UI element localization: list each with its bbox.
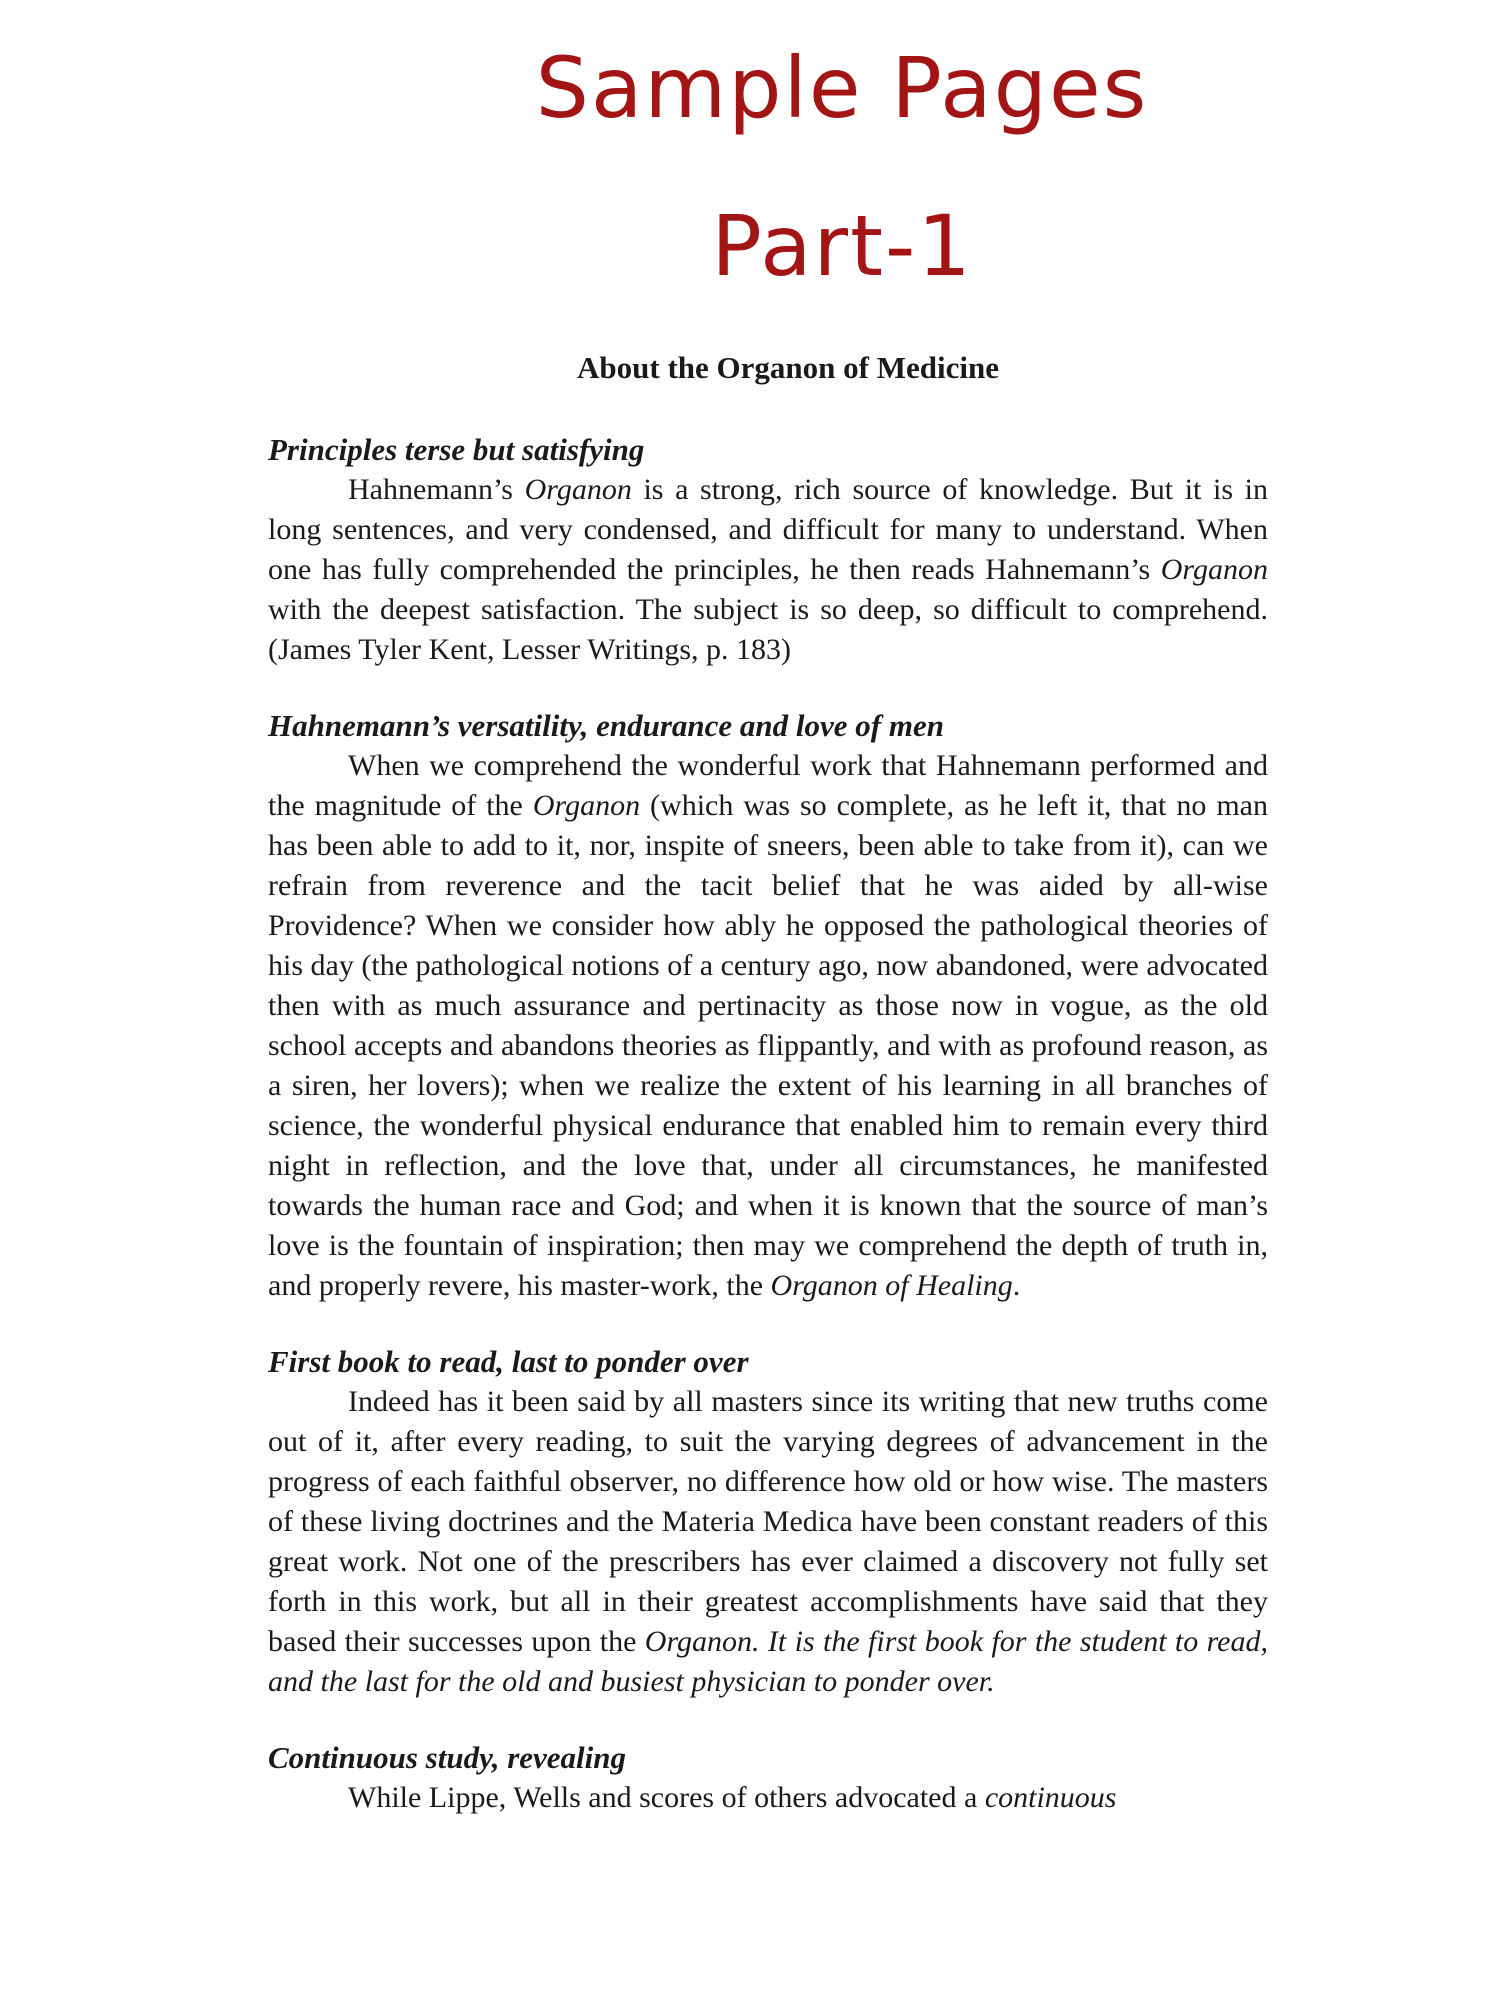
section-paragraph: When we comprehend the wonderful work that Hahnemann performed and the magnitude of the Organon (which was so complete, as he left it, that no man has been able to add to it, nor, inspite of sneers, been able to take from it), can we refrain from reverence and the tacit belief that he was aided by all-wise Providence? When we consider how ably he opposed the pathological theories of his day (the pathological notions of a century ago, now abandoned, were advocated then with as much assurance and pertinacity as those now in vogue, as the old school accepts and abandons theories as flippantly, and with as profound reason, as a siren, her lovers); when we realize the extent of his learning in all branches of science, the wonderful physical endurance that enabled him to remain every third night in reflection, and the love that, under all circumstances, he manifested towards the human race and God; and when it is known that the source of man’s love is the fountain of inspiration; then may we comprehend the depth of truth in, and properly revere, his master-work, the Organon of Healing. [268,749,1268,1302]
section-heading: Principles terse but satisfying [268,432,645,467]
section-versatility [268,706,1268,1306]
section-principles [268,430,1268,670]
section-heading: Continuous study, revealing [268,1740,627,1775]
document-page [268,350,1268,1854]
section-first-book [268,1342,1268,1702]
section-paragraph: Hahnemann’s Organon is a strong, rich source of knowledge. But it is in long sentences, and very condensed, and difficult for many to understand. When one has fully comprehended the principles, he then reads Hahnemann’s Organon with the deepest satisfaction. The subject is so deep, so difficult to comprehend. (James Tyler Kent, Lesser Writings, p. 183) [268,473,1268,666]
document-title: About the Organon of Medicine [577,350,999,385]
section-continuous-study [268,1738,1268,1818]
section-heading: First book to read, last to ponder over [268,1344,749,1379]
section-paragraph: While Lippe, Wells and scores of others advocated a continuous [348,1781,1117,1814]
banner-subtitle: Part-1 [711,197,973,295]
banner-title: Sample Pages [535,39,1149,137]
section-heading: Hahnemann’s versatility, endurance and love of men [268,708,944,743]
section-paragraph: Indeed has it been said by all masters since its writing that new truths come out of it, after every reading, to suit the varying degrees of advancement in the progress of each faithful observer, no difference how old or how wise. The masters of these living doctrines and the Materia Medica have been constant readers of this great work. Not one of the prescribers has ever claimed a discovery not fully set forth in this work, but all in their greatest accomplishments have said that they based their successes upon the Organon. It is the first book for the student to read, and the last for the old and busiest physician to ponder over. [268,1385,1268,1698]
